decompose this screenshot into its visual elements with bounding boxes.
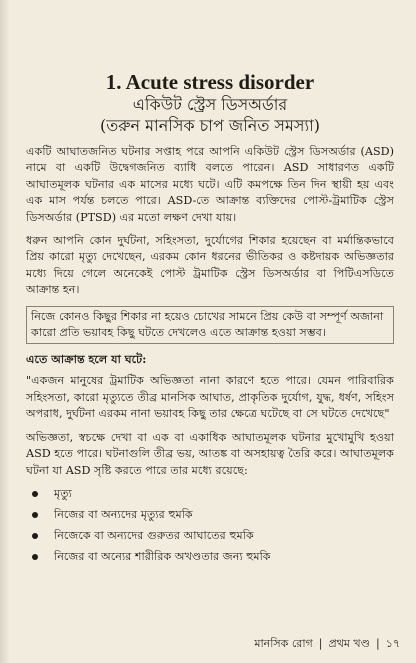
bullet-dot-icon <box>32 512 38 518</box>
list-item <box>32 549 394 564</box>
footer-page-number: ১৭ <box>385 637 400 650</box>
bullet-dot-icon <box>32 554 38 560</box>
list-item <box>32 486 394 501</box>
list-item-text: নিজের বা অন্যের শারীরিক অখণ্ডতার জন্য হুমকি <box>54 549 271 563</box>
list-item <box>32 528 394 543</box>
footer-book-title: মানসিক রোগ <box>254 637 313 650</box>
list-item-text: নিজের বা অন্যদের মৃত্যুর হুমকি <box>54 507 193 521</box>
paragraph-1: একটি আঘাতজনিত ঘটনার সপ্তাহ পরে আপনি একিউট স্ট্রেস ডিসঅর্ডার (ASD) নামে বা একটি উদ্বেগজনিত ব্যাধি বলতে পারেন। ASD সাধারণত একটি আঘাতমূলক ঘটনার এক মাসের মধ্যে ঘটে। এটি কমপক্ষে তিন দিন স্থায়ী হয় এবং এক মাস পর্যন্ত চলতে পারে। ASD-তে আক্রান্ত ব্যক্তিদের পোস্ট-ট্রমাটিক স্ট্রেস ডিসঅর্ডার (PTSD) এর মতো লক্ষণ দেখা যায়। <box>26 145 394 224</box>
chapter-subtitle-parenthetical: (তরুন মানসিক চাপ জনিত সমস্যা) <box>100 116 320 135</box>
bullet-dot-icon <box>32 533 38 539</box>
section-heading: এতে আক্রান্ত হলে যা ঘটে: <box>26 352 147 367</box>
paragraph-3: "একজন মানুষের ট্রমাটিক অভিজ্ঞতা নানা কারণে হতে পারে। যেমন পারিবারিক সহিংসতা, কারো মৃত্যুতে তীব্র মানসিক আঘাত, প্রাকৃতিক দুর্যোগ, যুদ্ধ, ধর্ষণ, সহিংস অপরাধ, দুর্ঘটনা এরকম নানা ভয়াবহ কিছু তার ক্ষেত্রে ঘটেছে বা সে ঘটতে দেখেছে" <box>26 374 394 421</box>
chapter-title: 1. Acute stress disorder <box>105 70 315 94</box>
footer-volume: প্রথম খণ্ড <box>328 637 370 650</box>
page-binding-shadow <box>0 0 10 663</box>
paragraph-2: ধরুন আপনি কোন দুর্ঘটনা, সহিংসতা, দুর্যোগের শিকার হয়েছেন বা মর্মান্তিকভাবে প্রিয় কারো মৃত্যু দেখেছেন, এরকম কোন ধরনের ভীতিকর ও কষ্টদায়ক অভিজ্ঞতার মধ্যে দিয়ে গেলে অনেকেই পোস্ট ট্রমাটিক স্ট্রেস ডিসঅর্ডার বা পিটিএসডিতে আক্রান্ত হন। <box>26 234 394 297</box>
footer-divider: | <box>375 637 380 650</box>
list-item-text: মৃত্যু <box>54 486 72 500</box>
list-item-text: নিজেকে বা অন্যদের গুরুতর আঘাতের হুমকি <box>54 528 254 542</box>
page-content <box>26 70 394 570</box>
list-item <box>32 507 394 522</box>
chapter-subtitle-bengali: একিউট স্ট্রেস ডিসঅর্ডার <box>132 95 288 114</box>
paragraph-4: অভিজ্ঞতা, স্বচক্ষে দেখা বা এক বা একাধিক আঘাতমূলক ঘটনার মুখোমুখি হওয়া ASD হতে পারে। ঘটনাগুলি তীব্র ভয়, আতঙ্ক বা অসহায়ত্ব তৈরি করে। আঘাতমূলক ঘটনা যা ASD সৃষ্টি করতে পারে তার মধ্যে রয়েছে: <box>26 430 394 477</box>
highlight-box: নিজে কোনও কিছুর শিকার না হয়েও চোখের সামনে প্রিয় কেউ বা সম্পূর্ণ অজানা কারো প্রতি ভয়াবহ কিছু ঘটতে দেখলেও এতে আক্রান্ত হওয়া সম্ভব। <box>26 306 394 345</box>
page-footer <box>160 637 400 651</box>
bullet-list <box>26 486 394 564</box>
footer-divider: | <box>318 637 323 650</box>
bullet-dot-icon <box>32 491 38 497</box>
